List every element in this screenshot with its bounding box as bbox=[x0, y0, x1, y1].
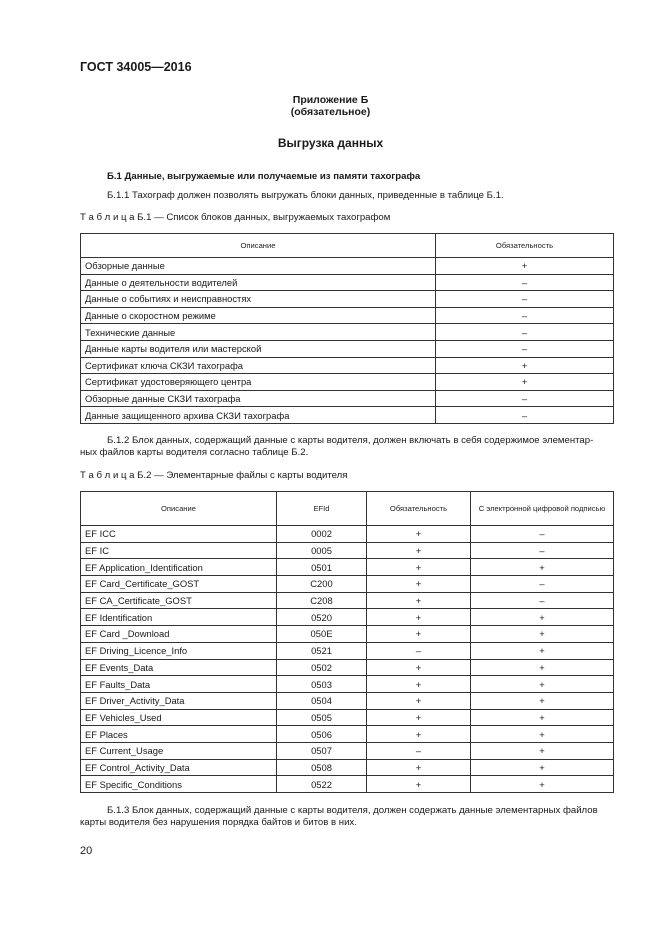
table-cell: 0505 bbox=[277, 709, 367, 726]
paragraph-b13-line1: Б.1.3 Блок данных, содержащий данные с карты водителя, должен содержать данные элементарных файлов bbox=[107, 805, 598, 816]
table-cell: – bbox=[436, 390, 614, 407]
table-row bbox=[81, 542, 614, 559]
table-cell: 050E bbox=[277, 626, 367, 643]
table-cell: EF Card_Certificate_GOST bbox=[81, 576, 277, 593]
table1-header-description: Описание bbox=[81, 234, 436, 258]
table-cell: EF Control_Activity_Data bbox=[81, 759, 277, 776]
table-cell: EF Events_Data bbox=[81, 659, 277, 676]
table-b1 bbox=[80, 233, 614, 424]
table-cell: – bbox=[436, 291, 614, 308]
table-cell: + bbox=[367, 659, 471, 676]
table-cell: + bbox=[436, 357, 614, 374]
table-cell: 0507 bbox=[277, 742, 367, 759]
document-standard-header: ГОСТ 34005—2016 bbox=[80, 60, 192, 74]
paragraph-b13-line2: карты водителя без нарушения порядка байтов и битов в них. bbox=[80, 817, 357, 828]
paragraph-b12-line2: ных файлов карты водителя согласно таблице Б.2. bbox=[80, 447, 309, 458]
table-cell: + bbox=[367, 709, 471, 726]
table2-header-description: Описание bbox=[81, 492, 277, 526]
table-cell: + bbox=[367, 526, 471, 543]
table-cell: + bbox=[367, 726, 471, 743]
table-row bbox=[81, 407, 614, 424]
table-row bbox=[81, 709, 614, 726]
table-cell: + bbox=[471, 609, 614, 626]
table-cell: + bbox=[471, 776, 614, 793]
table-cell: Сертификат удостоверяющего центра bbox=[81, 374, 436, 391]
table-row bbox=[81, 626, 614, 643]
section-heading: Б.1 Данные, выгружаемые или получаемые из памяти тахографа bbox=[107, 171, 421, 182]
table-cell: Данные защищенного архива СКЗИ тахографа bbox=[81, 407, 436, 424]
table-cell: – bbox=[471, 526, 614, 543]
table-cell: + bbox=[367, 759, 471, 776]
table-row bbox=[81, 692, 614, 709]
table1-caption: Т а б л и ц а Б.1 — Список блоков данных, выгружаемых тахографом bbox=[80, 212, 391, 223]
table-cell: + bbox=[367, 776, 471, 793]
table-row bbox=[81, 390, 614, 407]
table-cell: C208 bbox=[277, 592, 367, 609]
table-row bbox=[81, 526, 614, 543]
table-cell: + bbox=[471, 642, 614, 659]
table-row bbox=[81, 307, 614, 324]
table-cell: + bbox=[436, 374, 614, 391]
table-cell: EF Vehicles_Used bbox=[81, 709, 277, 726]
table1-header-mandatory: Обязательность bbox=[436, 234, 614, 258]
table-cell: 0002 bbox=[277, 526, 367, 543]
table-cell: EF IC bbox=[81, 542, 277, 559]
appendix-heading: Выгрузка данных bbox=[277, 136, 384, 150]
table-cell: + bbox=[436, 258, 614, 275]
table-cell: EF Places bbox=[81, 726, 277, 743]
table-row bbox=[81, 559, 614, 576]
table-cell: + bbox=[471, 659, 614, 676]
table2-header-mandatory: Обязательность bbox=[367, 492, 471, 526]
table-cell: + bbox=[471, 676, 614, 693]
table-row bbox=[81, 726, 614, 743]
table-cell: EF ICC bbox=[81, 526, 277, 543]
table-row bbox=[81, 609, 614, 626]
table-row bbox=[81, 324, 614, 341]
table-row bbox=[81, 659, 614, 676]
table-cell: EF Card _Download bbox=[81, 626, 277, 643]
table-cell: Сертификат ключа СКЗИ тахографа bbox=[81, 357, 436, 374]
table-cell: EF Specific_Conditions bbox=[81, 776, 277, 793]
table-row bbox=[81, 274, 614, 291]
table-cell: – bbox=[436, 324, 614, 341]
table-cell: 0501 bbox=[277, 559, 367, 576]
appendix-status: (обязательное) bbox=[290, 106, 371, 118]
table-cell: + bbox=[471, 726, 614, 743]
table-cell: 0521 bbox=[277, 642, 367, 659]
table2-caption: Т а б л и ц а Б.2 — Элементарные файлы с карты водителя bbox=[80, 470, 348, 481]
table-cell: EF Identification bbox=[81, 609, 277, 626]
table-cell: + bbox=[367, 592, 471, 609]
table-row bbox=[81, 676, 614, 693]
table-row bbox=[81, 642, 614, 659]
table-cell: Обзорные данные СКЗИ тахографа bbox=[81, 390, 436, 407]
paragraph-b11: Б.1.1 Тахограф должен позволять выгружать блоки данных, приведенные в таблице Б.1. bbox=[107, 190, 504, 201]
table-cell: – bbox=[367, 742, 471, 759]
table-cell: + bbox=[367, 692, 471, 709]
table-cell: Данные о скоростном режиме bbox=[81, 307, 436, 324]
table-cell: – bbox=[436, 307, 614, 324]
table-cell: Технические данные bbox=[81, 324, 436, 341]
table-cell: 0506 bbox=[277, 726, 367, 743]
table-cell: EF Driving_Licence_Info bbox=[81, 642, 277, 659]
table-cell: EF CA_Certificate_GOST bbox=[81, 592, 277, 609]
table-cell: EF Application_Identification bbox=[81, 559, 277, 576]
table-b2 bbox=[80, 491, 614, 793]
appendix-title: Приложение Б bbox=[292, 94, 369, 106]
table-cell: EF Current_Usage bbox=[81, 742, 277, 759]
table-row bbox=[81, 742, 614, 759]
table-cell: + bbox=[367, 676, 471, 693]
table-cell: 0508 bbox=[277, 759, 367, 776]
table-cell: – bbox=[436, 407, 614, 424]
table-row bbox=[81, 357, 614, 374]
table2-header-efid: EFId bbox=[277, 492, 367, 526]
page-number: 20 bbox=[80, 845, 93, 857]
table-cell: 0005 bbox=[277, 542, 367, 559]
table-cell: + bbox=[367, 609, 471, 626]
table-cell: 0520 bbox=[277, 609, 367, 626]
table-row bbox=[81, 291, 614, 308]
table-cell: Обзорные данные bbox=[81, 258, 436, 275]
table-cell: Данные о событиях и неисправностях bbox=[81, 291, 436, 308]
table-cell: + bbox=[471, 559, 614, 576]
table-cell: – bbox=[436, 274, 614, 291]
table-cell: + bbox=[367, 626, 471, 643]
table-cell: + bbox=[367, 542, 471, 559]
table-cell: + bbox=[471, 709, 614, 726]
paragraph-b12-line1: Б.1.2 Блок данных, содержащий данные с карты водителя, должен включать в себя содержимое элементар- bbox=[107, 435, 594, 446]
table-cell: 0502 bbox=[277, 659, 367, 676]
table-cell: + bbox=[367, 559, 471, 576]
table-cell: 0503 bbox=[277, 676, 367, 693]
table-cell: Данные о деятельности водителей bbox=[81, 274, 436, 291]
table-cell: 0522 bbox=[277, 776, 367, 793]
table-cell: EF Faults_Data bbox=[81, 676, 277, 693]
table-cell: C200 bbox=[277, 576, 367, 593]
table-cell: + bbox=[471, 626, 614, 643]
table-cell: – bbox=[471, 542, 614, 559]
table-cell: 0504 bbox=[277, 692, 367, 709]
table-row bbox=[81, 258, 614, 275]
table-cell: Данные карты водителя или мастерской bbox=[81, 340, 436, 357]
table-row bbox=[81, 776, 614, 793]
table-cell: – bbox=[436, 340, 614, 357]
table-row bbox=[81, 374, 614, 391]
table-row bbox=[81, 340, 614, 357]
table-cell: – bbox=[471, 592, 614, 609]
table-cell: + bbox=[471, 692, 614, 709]
table-row bbox=[81, 759, 614, 776]
table2-header-signature: С электронной цифровой подписью bbox=[471, 492, 614, 526]
table-cell: + bbox=[471, 759, 614, 776]
table-cell: – bbox=[471, 576, 614, 593]
table-row bbox=[81, 576, 614, 593]
table-cell: + bbox=[471, 742, 614, 759]
table-row bbox=[81, 592, 614, 609]
table-cell: – bbox=[367, 642, 471, 659]
table-cell: + bbox=[367, 576, 471, 593]
table-cell: EF Driver_Activity_Data bbox=[81, 692, 277, 709]
